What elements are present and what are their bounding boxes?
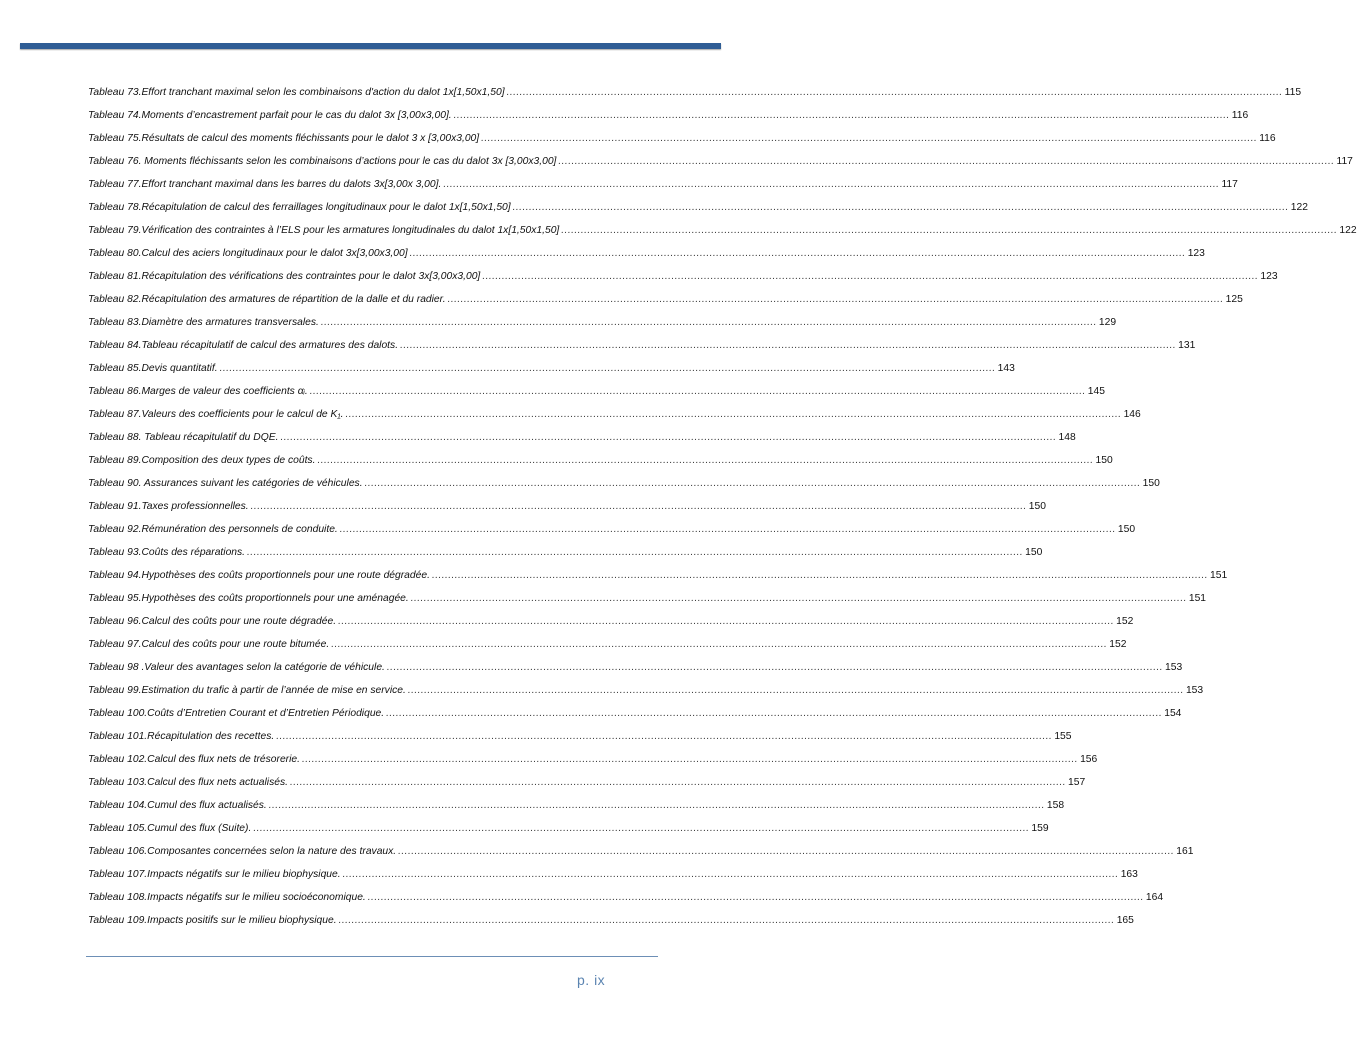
toc-entry[interactable]	[88, 340, 1196, 363]
toc-dot-leader	[481, 133, 1257, 144]
toc-entry[interactable]	[88, 317, 1117, 340]
toc-entry-title: Tableau 104.Cumul des flux actualisés.	[88, 800, 267, 811]
toc-dot-leader	[368, 892, 1144, 903]
toc-entry-page: 159	[1031, 823, 1049, 834]
toc-entry-title: Tableau 89.Composition des deux types de coûts.	[88, 455, 316, 466]
toc-entry-page: 164	[1145, 892, 1164, 903]
toc-entry-title: Tableau 90. Assurances suivant les catégories de véhicules.	[88, 478, 363, 489]
toc-dot-leader	[482, 271, 1258, 282]
toc-dot-leader	[365, 478, 1141, 489]
toc-entry[interactable]	[88, 915, 1134, 938]
toc-entry-page: 129	[1098, 317, 1117, 328]
toc-entry-title: Tableau 105.Cumul des flux (Suite).	[88, 823, 252, 834]
toc-dot-leader	[448, 294, 1224, 305]
toc-entry-title: Tableau 83.Diamètre des armatures transversales.	[88, 317, 319, 328]
toc-dot-leader	[247, 547, 1023, 558]
toc-entry-title: Tableau 95.Hypothèses des coûts proportionnels pour une aménagée.	[88, 593, 409, 604]
toc-entry-title: Tableau 96.Calcul des coûts pour une route dégradée.	[88, 616, 337, 627]
footer-rule	[86, 956, 658, 957]
toc-entry-title: Tableau 108.Impacts négatifs sur le milieu socioéconomique.	[88, 892, 366, 903]
toc-entry-title: Tableau 107.Impacts négatifs sur le milieu biophysique.	[88, 869, 341, 880]
toc-entry-page: 150	[1142, 478, 1160, 489]
toc-dot-leader	[398, 846, 1174, 857]
toc-entry-title: Tableau 94.Hypothèses des coûts proportionnels pour une route dégradée.	[88, 570, 430, 581]
toc-entry-page: 156	[1080, 754, 1098, 765]
toc-entry[interactable]	[88, 363, 1015, 386]
toc-entry-title: Tableau 92.Rémunération des personnels de conduite.	[88, 524, 338, 535]
toc-entry[interactable]	[88, 110, 1249, 133]
toc-dot-leader	[387, 662, 1163, 673]
toc-dot-leader	[339, 915, 1115, 926]
toc-entry-title: Tableau 74.Moments d’encastrement parfait pour le cas du dalot 3x [3,00x3,00].	[88, 110, 452, 121]
toc-entry-title: Tableau 103.Calcul des flux nets actualisés.	[88, 777, 288, 788]
toc-entry-page: 151	[1210, 570, 1228, 581]
toc-entry-page: 122	[1339, 225, 1357, 236]
toc-entry[interactable]	[88, 616, 1134, 639]
toc-entry[interactable]	[88, 179, 1238, 202]
toc-entry[interactable]	[88, 662, 1183, 685]
toc-entry-page: 157	[1068, 777, 1086, 788]
toc-dot-leader	[432, 570, 1208, 581]
toc-entry-page: 117	[1221, 179, 1238, 190]
toc-entry-page: 150	[1028, 501, 1046, 512]
toc-entry[interactable]	[88, 892, 1164, 915]
toc-entry-page: 152	[1116, 616, 1134, 627]
toc-dot-leader	[386, 708, 1162, 719]
toc-dot-leader	[317, 455, 1093, 466]
toc-entry-title: Tableau 87.Valeurs des coefficients pour le calcul de K₁.	[88, 409, 344, 420]
page-number: p. ix	[577, 972, 606, 988]
toc-entry-title: Tableau 93.Coûts des réparations.	[88, 547, 246, 558]
toc-entry[interactable]	[88, 248, 1205, 271]
toc-entry-title: Tableau 76. Moments fléchissants selon les combinaisons d’actions pour le cas du dalot 3x [3,00x3,00]	[88, 156, 557, 167]
toc-entry-title: Tableau 109.Impacts positifs sur le milieu biophysique.	[88, 915, 337, 926]
toc-entry[interactable]	[88, 846, 1194, 869]
toc-dot-leader	[410, 248, 1186, 259]
toc-entry[interactable]	[88, 87, 1302, 110]
toc-entry[interactable]	[88, 777, 1086, 800]
toc-entry-page: 153	[1185, 685, 1204, 696]
toc-entry[interactable]	[88, 409, 1141, 432]
toc-entry-title: Tableau 97.Calcul des coûts pour une route bitumée.	[88, 639, 330, 650]
toc-dot-leader	[321, 317, 1097, 328]
toc-entry[interactable]	[88, 731, 1072, 754]
toc-entry[interactable]	[88, 225, 1357, 248]
toc-dot-leader	[290, 777, 1066, 788]
toc-entry-page: 116	[1231, 110, 1249, 121]
toc-dot-leader	[338, 616, 1114, 627]
toc-dot-leader	[340, 524, 1116, 535]
toc-dot-leader	[253, 823, 1029, 834]
toc-entry[interactable]	[88, 501, 1046, 524]
toc-entry-page: 153	[1165, 662, 1183, 673]
toc-entry-page: 150	[1025, 547, 1043, 558]
toc-entry-title: Tableau 88. Tableau récapitulatif du DQE.	[88, 432, 279, 443]
table-of-tables	[88, 87, 1357, 938]
toc-entry-page: 158	[1046, 800, 1065, 811]
toc-dot-leader	[408, 685, 1184, 696]
toc-entry-title: Tableau 73.Effort tranchant maximal selon les combinaisons d'action du dalot 1x[1,50x1,50]	[88, 87, 505, 98]
toc-entry[interactable]	[88, 570, 1228, 593]
toc-dot-leader	[280, 432, 1056, 443]
toc-entry[interactable]	[88, 432, 1076, 455]
toc-dot-leader	[411, 593, 1187, 604]
toc-entry-title: Tableau 99.Estimation du trafic à partir de l’année de mise en service.	[88, 685, 406, 696]
toc-entry[interactable]	[88, 386, 1105, 409]
toc-dot-leader	[507, 87, 1283, 98]
toc-entry-title: Tableau 102.Calcul des flux nets de trésorerie.	[88, 754, 300, 765]
toc-entry[interactable]	[88, 202, 1308, 225]
toc-entry-page: 151	[1188, 593, 1207, 604]
toc-entry[interactable]	[88, 708, 1182, 731]
toc-entry[interactable]	[88, 455, 1113, 478]
toc-dot-leader	[454, 110, 1230, 121]
toc-entry-page: 163	[1120, 869, 1138, 880]
toc-entry-title: Tableau 82.Récapitulation des armatures de répartition de la dalle et du radier.	[88, 294, 446, 305]
toc-entry-title: Tableau 86.Marges de valeur des coefficients αᵢ.	[88, 386, 308, 397]
toc-entry-title: Tableau 77.Effort tranchant maximal dans les barres du dalots 3x[3,00x 3,00].	[88, 179, 442, 190]
toc-entry-page: 122	[1290, 202, 1308, 213]
toc-entry-title: Tableau 79.Vérification des contraintes à l’ELS pour les armatures longitudinales du dalot 1x[1,50x1,50]	[88, 225, 560, 236]
toc-entry-title: Tableau 80.Calcul des aciers longitudinaux pour le dalot 3x[3,00x3,00]	[88, 248, 408, 259]
toc-entry-page: 117	[1336, 156, 1353, 167]
toc-entry-page: 148	[1058, 432, 1076, 443]
toc-entry-page: 150	[1095, 455, 1113, 466]
toc-entry-title: Tableau 100.Coûts d’Entretien Courant et d’Entretien Périodique.	[88, 708, 385, 719]
toc-entry-page: 161	[1176, 846, 1194, 857]
toc-dot-leader	[302, 754, 1078, 765]
toc-dot-leader	[561, 225, 1337, 236]
toc-entry-title: Tableau 81.Récapitulation des vérifications des contraintes pour le dalot 3x[3,00x3,00]	[88, 271, 481, 282]
toc-entry-page: 154	[1164, 708, 1182, 719]
toc-entry-title: Tableau 85.Devis quantitatif.	[88, 363, 218, 374]
toc-entry-page: 125	[1225, 294, 1243, 305]
toc-dot-leader	[513, 202, 1289, 213]
header-rule	[20, 43, 721, 49]
toc-entry-page: 155	[1054, 731, 1072, 742]
toc-entry-page: 150	[1117, 524, 1136, 535]
toc-entry-page: 123	[1187, 248, 1205, 259]
toc-entry[interactable]	[88, 869, 1138, 892]
toc-entry-page: 152	[1109, 639, 1127, 650]
toc-entry[interactable]	[88, 800, 1065, 823]
toc-entry[interactable]	[88, 639, 1127, 662]
toc-dot-leader	[343, 869, 1119, 880]
toc-entry-page: 143	[997, 363, 1015, 374]
toc-entry-page: 146	[1123, 409, 1141, 420]
toc-entry-page: 145	[1087, 386, 1105, 397]
toc-entry[interactable]	[88, 524, 1136, 547]
toc-entry[interactable]	[88, 685, 1204, 708]
toc-entry[interactable]	[88, 156, 1353, 179]
toc-entry[interactable]	[88, 478, 1160, 501]
toc-entry[interactable]	[88, 593, 1207, 616]
toc-entry[interactable]	[88, 823, 1049, 846]
toc-entry[interactable]	[88, 547, 1043, 570]
toc-entry-title: Tableau 98 .Valeur des avantages selon la catégorie de véhicule.	[88, 662, 385, 673]
toc-dot-leader	[331, 639, 1107, 650]
toc-entry-page: 116	[1259, 133, 1276, 144]
toc-dot-leader	[310, 386, 1086, 397]
toc-entry-title: Tableau 84.Tableau récapitulatif de calcul des armatures des dalots.	[88, 340, 399, 351]
toc-entry-title: Tableau 91.Taxes professionnelles.	[88, 501, 249, 512]
toc-entry-page: 165	[1116, 915, 1134, 926]
toc-dot-leader	[346, 409, 1122, 420]
toc-dot-leader	[269, 800, 1045, 811]
toc-entry-title: Tableau 78.Récapitulation de calcul des ferraillages longitudinaux pour le dalot 1x[1,50x1,50]	[88, 202, 511, 213]
toc-entry-page: 115	[1284, 87, 1302, 98]
toc-dot-leader	[251, 501, 1027, 512]
toc-dot-leader	[220, 363, 996, 374]
toc-dot-leader	[558, 156, 1334, 167]
toc-entry-title: Tableau 101.Récapitulation des recettes.	[88, 731, 275, 742]
toc-entry-title: Tableau 106.Composantes concernées selon la nature des travaux.	[88, 846, 397, 857]
toc-entry[interactable]	[88, 133, 1276, 156]
toc-dot-leader	[276, 731, 1052, 742]
toc-entry[interactable]	[88, 271, 1278, 294]
toc-entry[interactable]	[88, 294, 1243, 317]
toc-dot-leader	[443, 179, 1219, 190]
toc-entry-title: Tableau 75.Résultats de calcul des moments fléchissants pour le dalot 3 x [3,00x3,00]	[88, 133, 480, 144]
toc-entry[interactable]	[88, 754, 1098, 777]
toc-entry-page: 123	[1260, 271, 1278, 282]
toc-entry-page: 131	[1178, 340, 1196, 351]
toc-dot-leader	[400, 340, 1176, 351]
